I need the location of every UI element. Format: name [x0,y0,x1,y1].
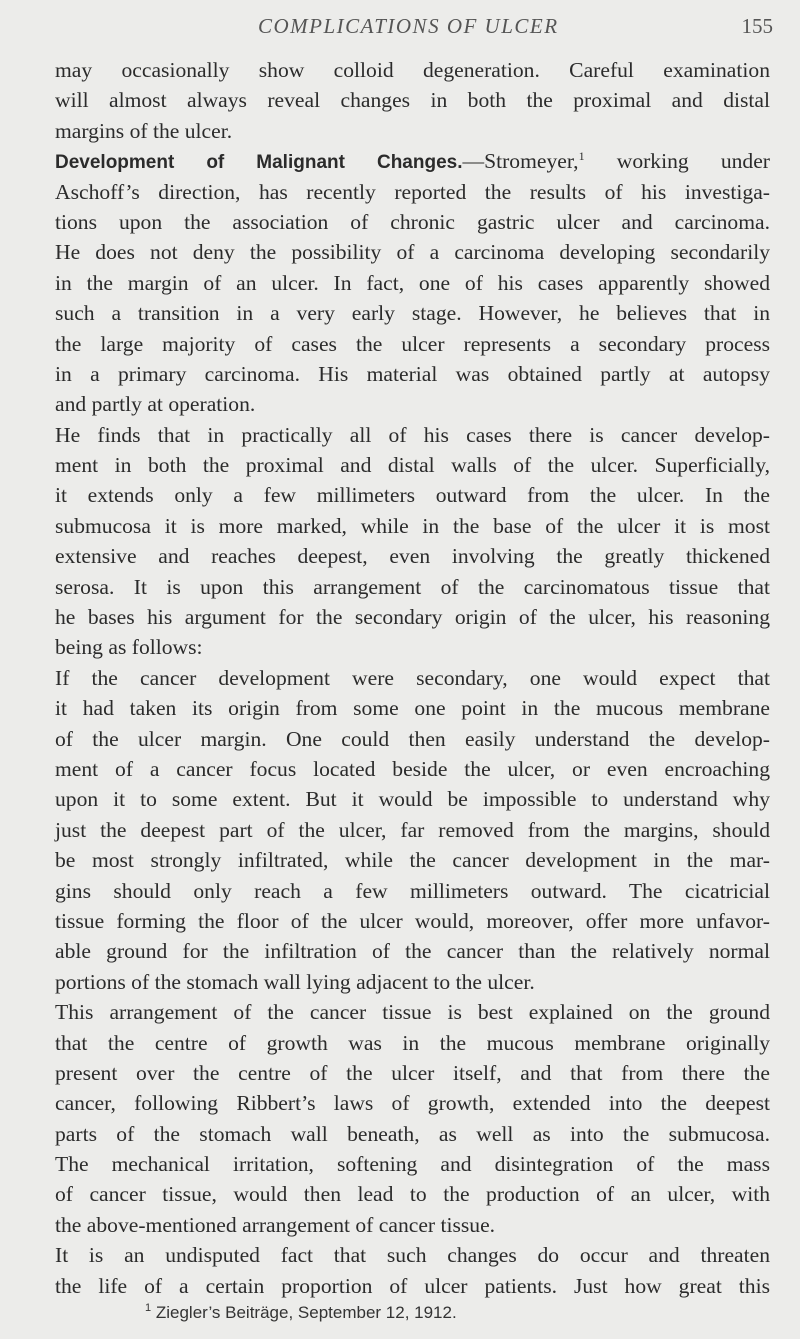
line-text: —Stromeyer, [462,149,579,174]
footnote-text: Ziegler’s Beiträge, September 12, 1912. [151,1303,457,1322]
text-line: may occasionally show colloid degeneration. Careful examination [55,58,770,82]
text-line: the above-mentioned arrangement of cancer tissue. [55,1212,496,1237]
text-line: extensive and reaches deepest, even involving the greatly thickened [55,544,770,569]
text-line: parts of the stomach wall beneath, as well as into the submucosa. [55,1121,770,1146]
text-line: that the centre of growth was in the mucous membrane originally [55,1030,770,1055]
text-line: in the margin of an ulcer. In fact, one of his cases apparently showed [55,270,770,295]
line-text: working under [584,149,771,174]
text-line: He does not deny the possibility of a carcinoma developing secondarily [55,240,770,265]
text-line: present over the centre of the ulcer itself, and that from there the [55,1060,770,1085]
text-line: The mechanical irritation, softening and disintegration of the mass [55,1152,770,1177]
text-line: will almost always reveal changes in both the proximal and distal [55,88,770,113]
text-line: Aschoff’s direction, has recently reported the results of his investiga- [55,179,770,204]
text-line: in a primary carcinoma. His material was obtained partly at autopsy [55,361,770,386]
text-line: and partly at operation. [55,392,256,417]
text-line: able ground for the infiltration of the cancer than the relatively normal [55,939,770,964]
text-line: the life of a certain proportion of ulcer patients. Just how great this [55,1273,770,1298]
section-heading: Development of Malignant Changes. [55,152,463,174]
body-text [55,55,770,1301]
running-title: COMPLICATIONS OF ULCER [258,14,559,38]
text-line [55,146,770,176]
text-line: submucosa it is more marked, while in the base of the ulcer it is most [55,513,770,538]
text-line: upon it to some extent. But it would be impossible to understand why [55,787,770,812]
text-line: serosa. It is upon this arrangement of the carcinomatous tissue that [55,574,770,599]
text-line: tions upon the association of chronic gastric ulcer and carcinoma. [55,209,770,234]
text-line: of the ulcer margin. One could then easily understand the develop- [55,726,770,751]
text-line: cancer, following Ribbert’s laws of growth, extended into the deepest [55,1091,770,1116]
text-line: it extends only a few millimeters outward from the ulcer. In the [55,483,770,508]
page-number: 155 [741,14,773,38]
footnote-reference: 1 [578,149,585,164]
text-line: He finds that in practically all of his cases there is cancer develop- [55,422,770,447]
text-line: gins should only reach a few millimeters outward. The cicatricial [55,878,770,903]
text-line: he bases his argument for the secondary origin of the ulcer, his reasoning [55,605,770,630]
text-line: be most strongly infiltrated, while the cancer development in the mar- [55,848,770,873]
text-line: the large majority of cases the ulcer represents a secondary process [55,331,770,356]
text-line: portions of the stomach wall lying adjacent to the ulcer. [55,969,535,994]
text-line: just the deepest part of the ulcer, far removed from the margins, should [55,817,770,842]
text-line: such a transition in a very early stage. However, he believes that in [55,301,770,326]
text-line: tissue forming the floor of the ulcer would, moreover, offer more unfavor- [55,908,770,933]
text-line: ment in both the proximal and distal walls of the ulcer. Superficially, [55,453,770,478]
text-line: ment of a cancer focus located beside the ulcer, or even encroaching [55,756,770,781]
text-line: If the cancer development were secondary, one would expect that [55,665,770,690]
running-head [0,14,800,44]
footnote [145,1303,457,1323]
text-line: margins of the ulcer. [55,118,233,143]
text-line: of cancer tissue, would then lead to the production of an ulcer, with [55,1182,770,1207]
text-line: being as follows: [55,635,203,660]
text-line: This arrangement of the cancer tissue is best explained on the ground [55,1000,770,1025]
footnote-mark: 1 [145,1302,152,1314]
text-line: It is an undisputed fact that such changes do occur and threaten [55,1243,770,1268]
text-line: it had taken its origin from some one point in the mucous membrane [55,696,770,721]
